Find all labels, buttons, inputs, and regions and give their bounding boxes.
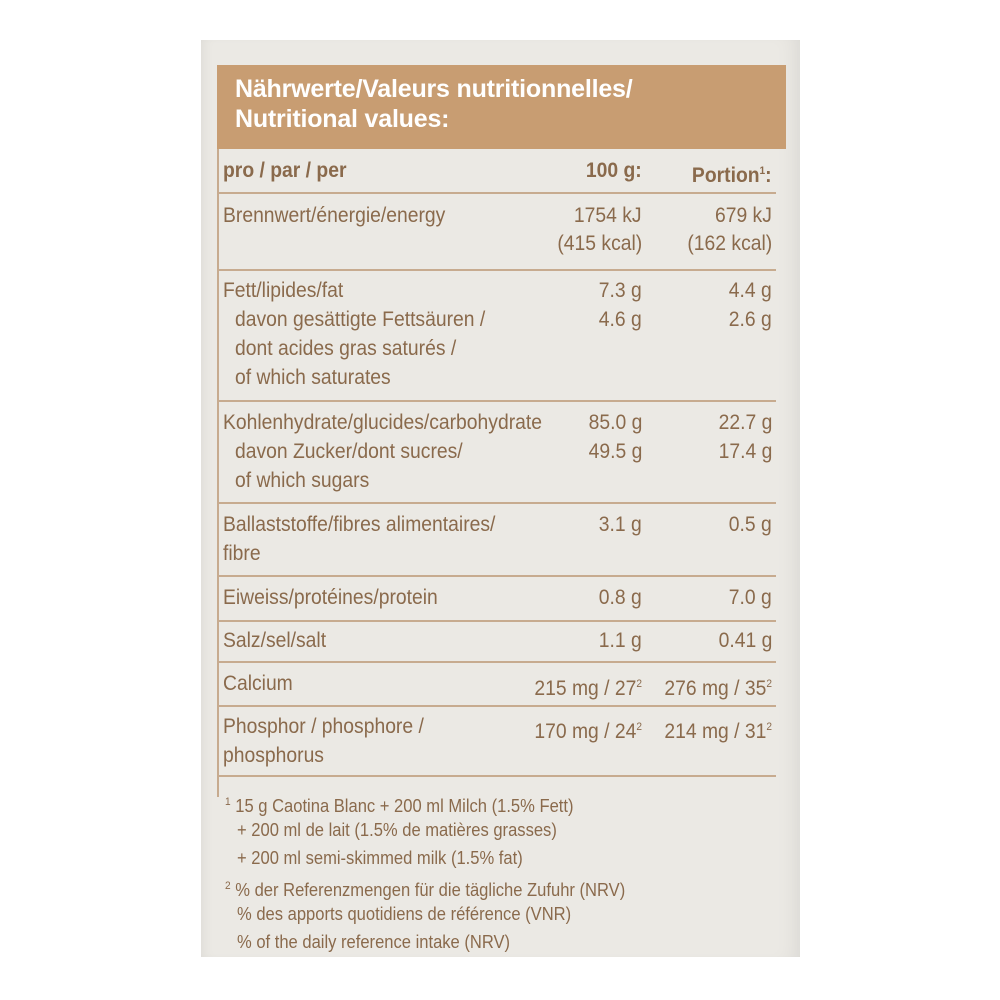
salt-100g: 1.1 g — [599, 629, 642, 652]
saturates-label-1: davon gesättigte Fettsäuren / — [235, 308, 486, 331]
fibre-label-1: Ballaststoffe/fibres alimentaires/ — [223, 513, 496, 536]
divider — [217, 575, 776, 577]
fat-100g: 7.3 g — [599, 279, 642, 302]
sugars-label-1: davon Zucker/dont sucres/ — [235, 440, 463, 463]
energy-label: Brennwert/énergie/energy — [223, 204, 446, 227]
fibre-label-2: fibre — [223, 542, 261, 565]
calcium-portion: 276 mg / $35^2$ — [664, 677, 772, 700]
footnote-2-line1: $^2$ % der Referenzmengen für die tägliche Zufuhr (NRV) — [225, 880, 626, 900]
energy-portion-kcal: (162 kcal) — [687, 232, 772, 255]
saturates-label-3: of which saturates — [235, 366, 391, 389]
saturates-portion: 2.6 g — [729, 308, 772, 331]
fibre-portion: 0.5 g — [729, 513, 772, 536]
column-100g: 100 g: — [586, 159, 642, 182]
header-title-line1: Nährwerte/Valeurs nutritionnelles/ — [235, 75, 633, 103]
left-rule — [217, 149, 219, 797]
sugars-100g: 49.5 g — [588, 440, 642, 463]
protein-label: Eiweiss/protéines/protein — [223, 586, 438, 609]
footnote-1-line1: $^1$ 15 g Caotina Blanc + 200 ml Milch (1.5% Fett) — [225, 796, 574, 816]
column-per: pro / par / per — [223, 159, 347, 182]
sugars-portion: 17.4 g — [718, 440, 772, 463]
fat-portion: 4.4 g — [729, 279, 772, 302]
divider — [217, 192, 776, 194]
footnote-2-line3: % of the daily reference intake (NRV) — [237, 932, 511, 952]
protein-portion: 7.0 g — [729, 586, 772, 609]
carbohydrate-label: Kohlenhydrate/glucides/carbohydrate — [223, 411, 542, 434]
energy-100g-kj: 1754 kJ — [574, 204, 642, 227]
calcium-100g: 215 mg / $27^2$ — [534, 677, 642, 700]
energy-portion-kj: 679 kJ — [715, 204, 772, 227]
sugars-label-2: of which sugars — [235, 469, 370, 492]
salt-portion: 0.41 g — [718, 629, 772, 652]
divider — [217, 502, 776, 504]
phosphorus-label-2: phosphorus — [223, 744, 324, 767]
divider — [217, 400, 776, 402]
footnote-1-line2: + 200 ml de lait (1.5% de matières grasses) — [237, 820, 557, 840]
phosphorus-label-1: Phosphor / phosphore / — [223, 715, 424, 738]
divider — [217, 775, 776, 777]
salt-label: Salz/sel/salt — [223, 629, 327, 652]
divider — [217, 705, 776, 707]
header-title — [235, 74, 633, 134]
carbohydrate-100g: 85.0 g — [588, 411, 642, 434]
saturates-label-2: dont acides gras saturés / — [235, 337, 457, 360]
calcium-label: Calcium — [223, 672, 293, 695]
protein-100g: 0.8 g — [599, 586, 642, 609]
energy-100g-kcal: (415 kcal) — [557, 232, 642, 255]
nutrition-label — [201, 40, 800, 957]
divider — [217, 269, 776, 271]
divider — [217, 661, 776, 663]
divider — [217, 620, 776, 622]
saturates-100g: 4.6 g — [599, 308, 642, 331]
footnote-1-line3: + 200 ml semi-skimmed milk (1.5% fat) — [237, 848, 523, 868]
fat-label: Fett/lipides/fat — [223, 279, 344, 302]
phosphorus-portion: 214 mg / $31^2$ — [664, 720, 772, 743]
nutrition-header — [217, 65, 786, 149]
phosphorus-100g: 170 mg / $24^2$ — [534, 720, 642, 743]
footnote-2-line2: % des apports quotidiens de référence (VNR) — [237, 904, 572, 924]
header-title-line2: Nutritional values: — [235, 105, 450, 133]
fibre-100g: 3.1 g — [599, 513, 642, 536]
column-portion: Portion$^1$: — [692, 164, 772, 187]
carbohydrate-portion: 22.7 g — [718, 411, 772, 434]
